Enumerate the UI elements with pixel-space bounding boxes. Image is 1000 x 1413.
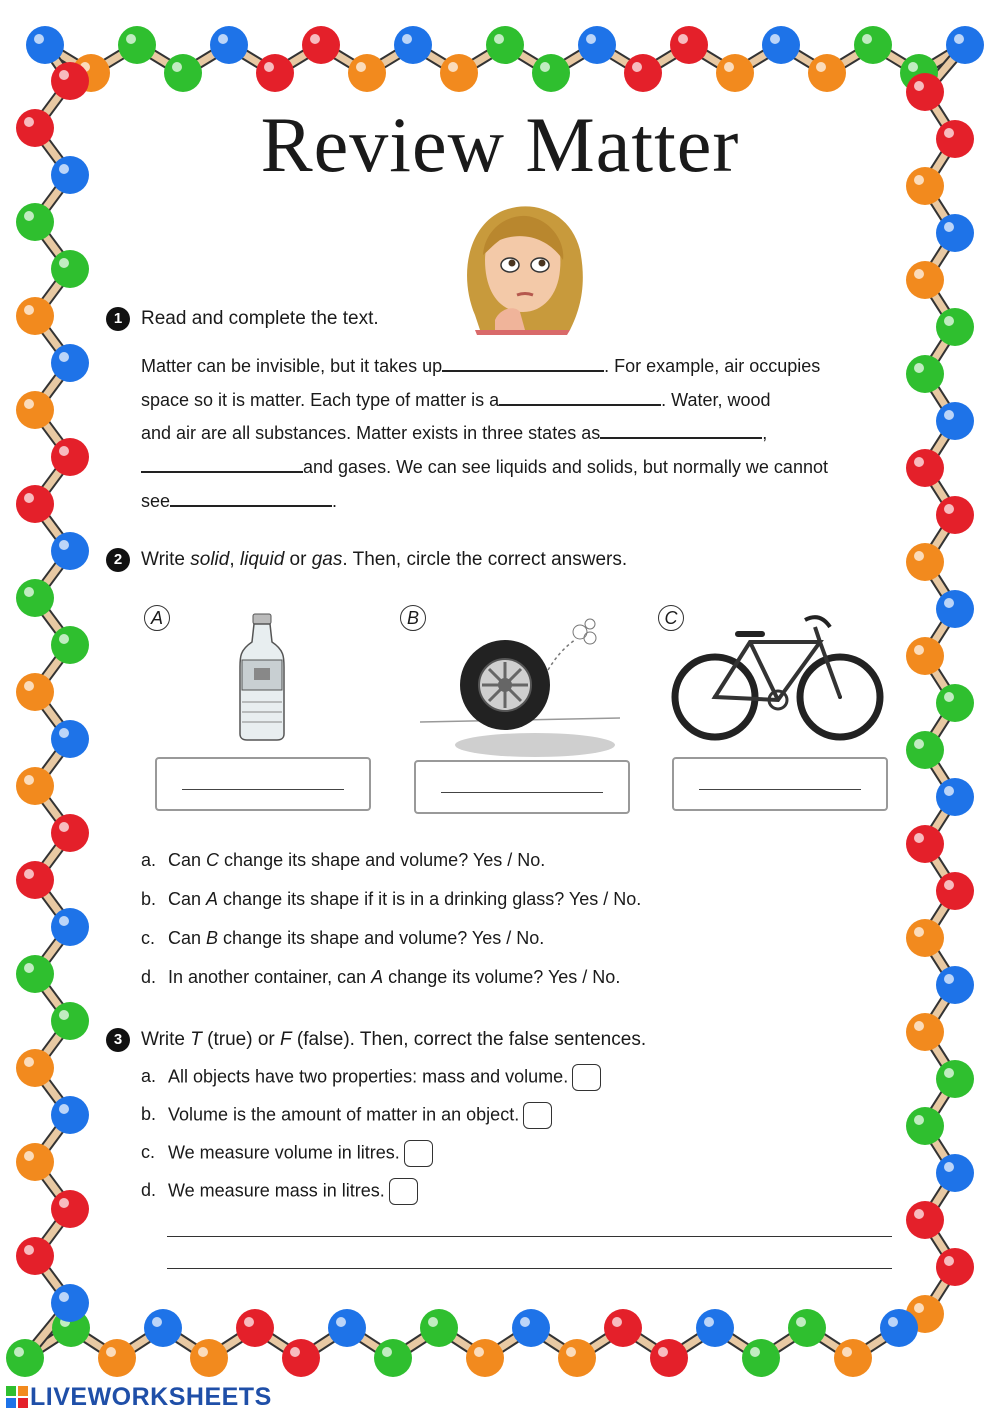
molecule-atom xyxy=(6,1339,44,1377)
page-title: Review Matter xyxy=(260,101,740,188)
molecule-atom xyxy=(906,825,944,863)
blank-5[interactable] xyxy=(170,487,332,507)
atom-highlight xyxy=(520,1317,530,1327)
molecule-atom xyxy=(762,26,800,64)
molecule-atom xyxy=(348,54,386,92)
molecule-atom xyxy=(936,590,974,628)
atom-highlight xyxy=(59,352,69,362)
atom-highlight xyxy=(914,1115,924,1125)
molecule-atom xyxy=(604,1309,642,1347)
cloze-line-3: and air are all substances. Matter exists in three states as , xyxy=(141,419,767,444)
molecule-atom xyxy=(210,26,248,64)
atom-highlight xyxy=(944,786,954,796)
molecule-atom xyxy=(328,1309,366,1347)
molecule-atom xyxy=(558,1339,596,1377)
atom-highlight xyxy=(796,1317,806,1327)
atom-highlight xyxy=(914,927,924,937)
question-c[interactable]: c. Can B change its shape and volume? Yes / No. xyxy=(141,928,545,948)
atom-highlight xyxy=(474,1347,484,1357)
atom-highlight xyxy=(944,1256,954,1266)
atom-highlight xyxy=(59,1292,69,1302)
atom-highlight xyxy=(944,504,954,514)
atom-highlight xyxy=(24,681,34,691)
item-a-letter: A xyxy=(144,605,170,631)
atom-highlight xyxy=(14,1347,24,1357)
section-1-number: 1 xyxy=(106,307,130,331)
atom-highlight xyxy=(382,1347,392,1357)
molecule-atom xyxy=(164,54,202,92)
bicycle-icon xyxy=(670,612,888,747)
molecule-atom xyxy=(51,720,89,758)
atom-highlight xyxy=(914,81,924,91)
molecule-atom xyxy=(936,872,974,910)
atom-highlight xyxy=(126,34,136,44)
molecule-atom xyxy=(650,1339,688,1377)
molecule-atom xyxy=(302,26,340,64)
molecule-atom xyxy=(486,26,524,64)
molecule-atom xyxy=(854,26,892,64)
atom-highlight xyxy=(59,1198,69,1208)
atom-highlight xyxy=(24,1057,34,1067)
molecule-atom xyxy=(118,26,156,64)
atom-highlight xyxy=(944,1068,954,1078)
atom-highlight xyxy=(704,1317,714,1327)
statement-a: a. All objects have two properties: mass and volume. xyxy=(141,1064,601,1091)
atom-highlight xyxy=(24,399,34,409)
molecule-atom xyxy=(512,1309,550,1347)
molecule-atom xyxy=(906,261,944,299)
atom-highlight xyxy=(24,1245,34,1255)
item-b-letter: B xyxy=(400,605,426,631)
question-a[interactable]: a. Can C change its shape and volume? Yes / No. xyxy=(141,850,546,870)
molecule-atom xyxy=(51,1096,89,1134)
molecule-atom xyxy=(936,402,974,440)
blank-3[interactable] xyxy=(600,419,762,439)
molecule-atom xyxy=(906,731,944,769)
atom-highlight xyxy=(198,1347,208,1357)
molecule-atom xyxy=(696,1309,734,1347)
atom-highlight xyxy=(59,1010,69,1020)
atom-highlight xyxy=(914,269,924,279)
atom-highlight xyxy=(914,833,924,843)
molecule-atom xyxy=(16,1143,54,1181)
atom-highlight xyxy=(59,1104,69,1114)
atom-highlight xyxy=(356,62,366,72)
answer-box-c[interactable] xyxy=(672,757,888,811)
answer-box-b[interactable] xyxy=(414,760,630,814)
molecule-atom xyxy=(51,62,89,100)
molecule-atom xyxy=(936,1060,974,1098)
molecule-atom xyxy=(51,532,89,570)
molecule-atom xyxy=(144,1309,182,1347)
atom-highlight xyxy=(24,211,34,221)
atom-highlight xyxy=(914,363,924,373)
molecule-atom xyxy=(936,308,974,346)
atom-highlight xyxy=(336,1317,346,1327)
molecule-atom xyxy=(16,579,54,617)
atom-highlight xyxy=(842,1347,852,1357)
atom-highlight xyxy=(888,1317,898,1327)
molecule-atom xyxy=(26,26,64,64)
atom-highlight xyxy=(750,1347,760,1357)
atom-highlight xyxy=(24,587,34,597)
molecule-atom xyxy=(16,673,54,711)
cloze-line-4: and gases. We can see liquids and solids, but normally we cannot xyxy=(141,453,828,478)
atom-highlight xyxy=(59,822,69,832)
atom-highlight xyxy=(310,34,320,44)
molecule-atom xyxy=(394,26,432,64)
molecule-atom xyxy=(420,1309,458,1347)
atom-highlight xyxy=(540,62,550,72)
molecule-atom xyxy=(788,1309,826,1347)
atom-highlight xyxy=(59,70,69,80)
atom-highlight xyxy=(24,1151,34,1161)
teacher-avatar-icon xyxy=(455,200,590,335)
tf-box-b[interactable] xyxy=(523,1102,552,1129)
atom-highlight xyxy=(944,598,954,608)
atom-highlight xyxy=(59,258,69,268)
atom-highlight xyxy=(658,1347,668,1357)
atom-highlight xyxy=(612,1317,622,1327)
molecule-atom xyxy=(51,814,89,852)
atom-highlight xyxy=(59,634,69,644)
molecule-atom xyxy=(906,637,944,675)
molecule-atom xyxy=(16,391,54,429)
atom-highlight xyxy=(678,34,688,44)
atom-highlight xyxy=(566,1347,576,1357)
atom-highlight xyxy=(862,34,872,44)
tf-box-d[interactable] xyxy=(389,1178,418,1205)
molecule-atom xyxy=(936,778,974,816)
molecule-atom xyxy=(936,496,974,534)
molecule-atom xyxy=(808,54,846,92)
molecule-atom xyxy=(16,203,54,241)
atom-highlight xyxy=(724,62,734,72)
atom-highlight xyxy=(24,869,34,879)
atom-highlight xyxy=(218,34,228,44)
molecule-atom xyxy=(16,861,54,899)
molecule-atom xyxy=(51,250,89,288)
atom-highlight xyxy=(244,1317,254,1327)
molecule-atom xyxy=(906,1107,944,1145)
atom-highlight xyxy=(494,34,504,44)
atom-highlight xyxy=(402,34,412,44)
molecule-atom xyxy=(936,684,974,722)
atom-highlight xyxy=(914,1303,924,1313)
molecule-atom xyxy=(670,26,708,64)
section-1-heading: Read and complete the text. xyxy=(141,308,379,329)
molecule-atom xyxy=(906,543,944,581)
cloze-line-5: see . xyxy=(141,487,337,512)
atom-highlight xyxy=(914,1209,924,1219)
atom-highlight xyxy=(944,316,954,326)
molecule-atom xyxy=(51,1284,89,1322)
molecule-atom xyxy=(440,54,478,92)
atom-highlight xyxy=(24,305,34,315)
flat-tyre-icon xyxy=(420,610,620,760)
atom-highlight xyxy=(914,457,924,467)
atom-highlight xyxy=(59,540,69,550)
molecule-atom xyxy=(624,54,662,92)
molecule-atom xyxy=(466,1339,504,1377)
question-b[interactable]: b. Can A change its shape if it is in a drinking glass? Yes / No. xyxy=(141,889,642,909)
item-c-letter: C xyxy=(658,605,684,631)
molecule-atom xyxy=(936,1154,974,1192)
section-3-heading: Write T (true) or F (false). Then, correct the false sentences. xyxy=(141,1029,647,1050)
atom-highlight xyxy=(914,1021,924,1031)
molecule-atom xyxy=(51,344,89,382)
atom-highlight xyxy=(944,692,954,702)
molecule-atom xyxy=(906,1013,944,1051)
molecule-atom xyxy=(51,626,89,664)
atom-highlight xyxy=(24,775,34,785)
correction-line-1[interactable] xyxy=(167,1236,892,1237)
atom-highlight xyxy=(954,34,964,44)
atom-highlight xyxy=(908,62,918,72)
molecule-atom xyxy=(256,54,294,92)
molecule-atom xyxy=(906,919,944,957)
molecule-atom xyxy=(51,1190,89,1228)
statement-c: c. We measure volume in litres. xyxy=(141,1140,433,1167)
atom-highlight xyxy=(290,1347,300,1357)
molecule-atom xyxy=(98,1339,136,1377)
molecule-atom xyxy=(282,1339,320,1377)
atom-highlight xyxy=(428,1317,438,1327)
molecule-atom xyxy=(936,214,974,252)
atom-highlight xyxy=(816,62,826,72)
atom-highlight xyxy=(944,974,954,984)
tf-box-a[interactable] xyxy=(572,1064,601,1091)
answer-box-a[interactable] xyxy=(155,757,371,811)
molecule-atom xyxy=(236,1309,274,1347)
molecule-atom xyxy=(936,1248,974,1286)
atom-highlight xyxy=(586,34,596,44)
molecule-atom xyxy=(946,26,984,64)
molecule-atom xyxy=(936,966,974,1004)
atom-highlight xyxy=(106,1347,116,1357)
cloze-line-1: Matter can be invisible, but it takes up . For example, air occupies xyxy=(141,352,820,377)
liveworksheets-brand: LIVEWORKSHEETS xyxy=(6,1383,272,1412)
section-2-number: 2 xyxy=(106,548,130,572)
tf-box-c[interactable] xyxy=(404,1140,433,1167)
molecule-atom xyxy=(16,955,54,993)
question-d[interactable]: d. In another container, can A change its volume? Yes / No. xyxy=(141,967,621,987)
atom-highlight xyxy=(448,62,458,72)
correction-line-2[interactable] xyxy=(167,1268,892,1269)
molecule-atom xyxy=(374,1339,412,1377)
liveworksheets-logo-icon xyxy=(6,1386,28,1408)
molecule-atom xyxy=(51,908,89,946)
atom-highlight xyxy=(152,1317,162,1327)
atom-highlight xyxy=(59,446,69,456)
molecule-atom xyxy=(578,26,616,64)
atom-highlight xyxy=(264,62,274,72)
molecule-atom xyxy=(51,1002,89,1040)
molecule-atom xyxy=(51,438,89,476)
molecule-atom xyxy=(16,485,54,523)
molecule-atom xyxy=(190,1339,228,1377)
molecule-atom xyxy=(16,1049,54,1087)
molecule-atom xyxy=(834,1339,872,1377)
section-2-heading: Write solid, liquid or gas. Then, circle the correct answers. xyxy=(141,549,628,570)
molecule-atom xyxy=(532,54,570,92)
section-3-number: 3 xyxy=(106,1028,130,1052)
cloze-line-2: space so it is matter. Each type of matter is a . Water, wood xyxy=(141,386,771,411)
atom-highlight xyxy=(34,34,44,44)
water-bottle-icon xyxy=(232,612,292,742)
atom-highlight xyxy=(914,551,924,561)
atom-highlight xyxy=(59,916,69,926)
molecule-atom xyxy=(906,1201,944,1239)
molecule-atom xyxy=(880,1309,918,1347)
atom-highlight xyxy=(24,493,34,503)
molecule-atom xyxy=(906,355,944,393)
molecule-atom xyxy=(716,54,754,92)
atom-highlight xyxy=(24,963,34,973)
atom-highlight xyxy=(172,62,182,72)
atom-highlight xyxy=(914,739,924,749)
atom-highlight xyxy=(944,880,954,890)
molecule-atom xyxy=(742,1339,780,1377)
atom-highlight xyxy=(59,728,69,738)
molecule-atom xyxy=(906,449,944,487)
atom-highlight xyxy=(944,410,954,420)
atom-highlight xyxy=(632,62,642,72)
molecule-atom xyxy=(16,1237,54,1275)
molecule-atom xyxy=(16,767,54,805)
atom-highlight xyxy=(914,645,924,655)
statement-b: b. Volume is the amount of matter in an object. xyxy=(141,1102,552,1129)
molecule-atom xyxy=(16,297,54,335)
atom-highlight xyxy=(770,34,780,44)
blank-2[interactable] xyxy=(499,386,661,406)
statement-d: d. We measure mass in litres. xyxy=(141,1178,418,1205)
atom-highlight xyxy=(944,222,954,232)
atom-highlight xyxy=(944,1162,954,1172)
blank-1[interactable] xyxy=(442,352,604,372)
blank-4[interactable] xyxy=(141,453,303,473)
